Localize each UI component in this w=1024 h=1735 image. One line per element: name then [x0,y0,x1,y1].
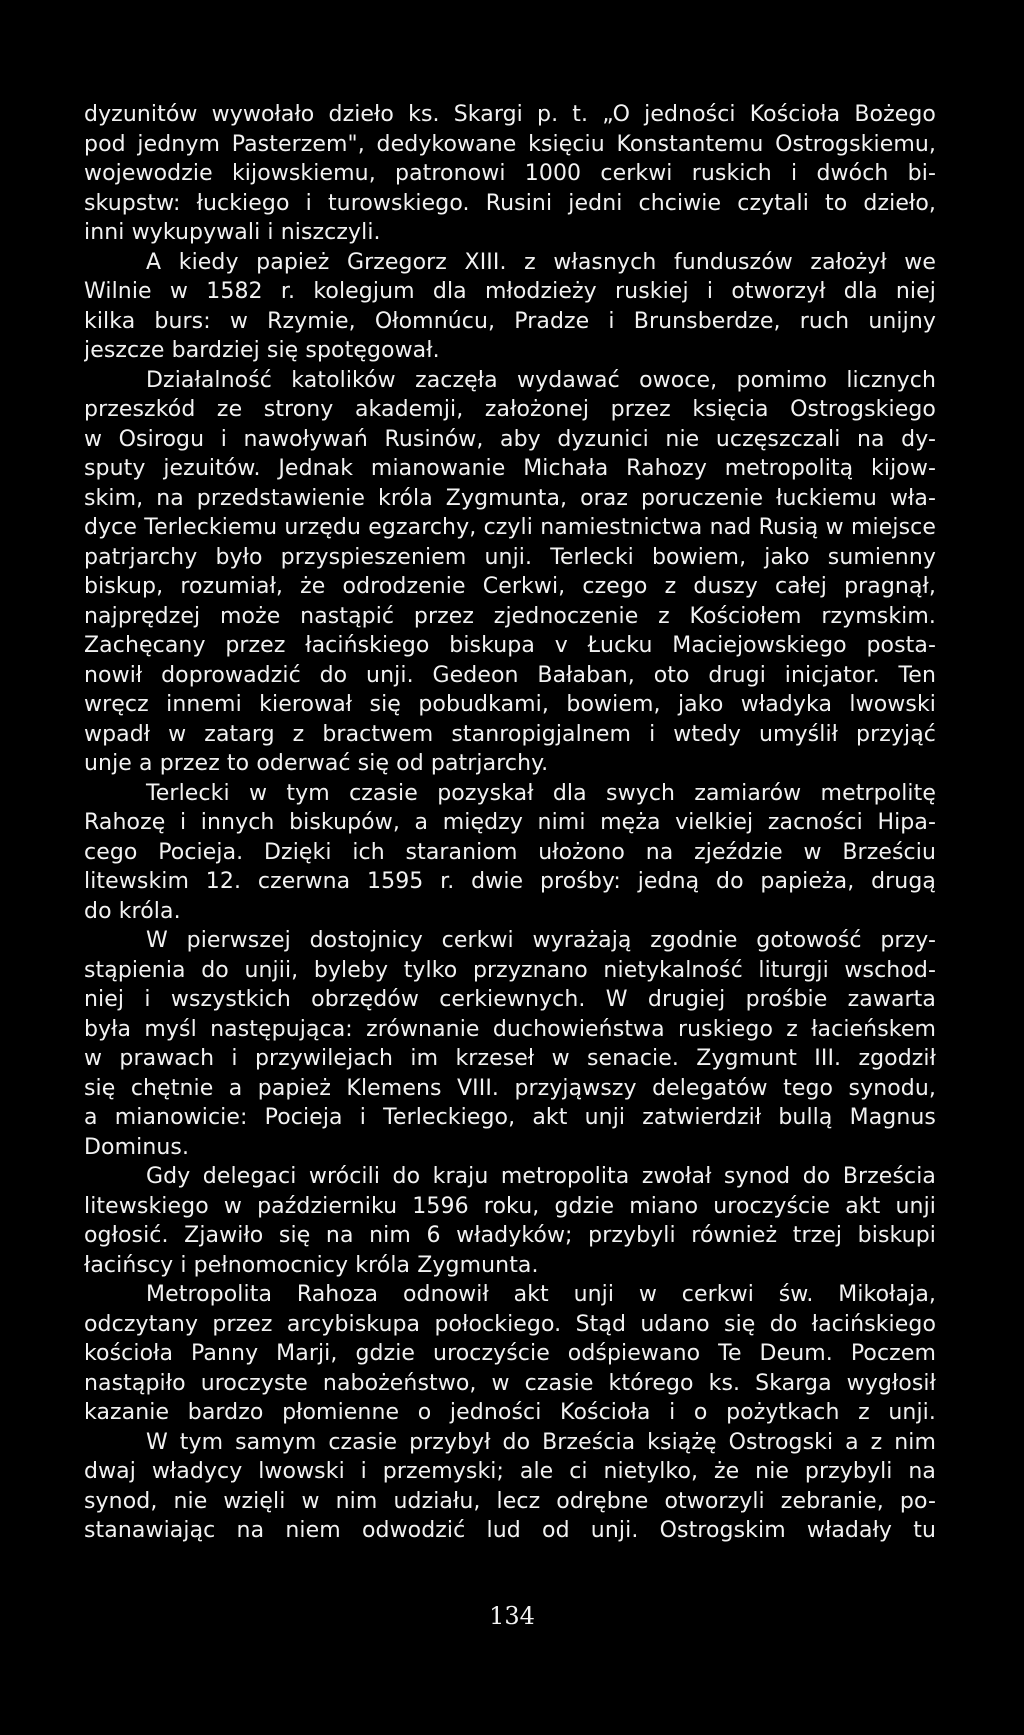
text-line: W tym samym czasie przybył do Brześcia książę Ostrogski a z nim [146,1429,936,1455]
text-line: wojewodzie kijowskiemu, patronowi 1000 cerkwi ruskich i dwóch bi- [84,161,936,186]
text-line: Działalność katolików zaczęła wydawać owoce, pomimo licznych [146,367,936,393]
text-line: kilka burs: w Rzymie, Ołomnúcu, Pradze i Brunsberdze, ruch unijny [84,308,936,334]
text-line: była myśl następująca: zrównanie duchowieństwa ruskiego z łacieńskem [84,1016,936,1042]
text-line: Metropolita Rahoza odnowił akt unji w cerkwi św. Mikołaja, [146,1282,936,1307]
text-line: synod, nie wzięli w nim udziału, lecz odrębne otworzyli zebranie, po- [84,1488,936,1514]
text-line: w Osirogu i nawoływań Rusinów, aby dyzunici nie uczęszczali na dy- [84,426,936,452]
text-line: dwaj władycy lwowski i przemyski; ale ci nietylko, że nie przybyli na [84,1459,936,1484]
text-line: wręcz innemi kierował się pobudkami, bowiem, jako władyka lwowski [84,692,936,717]
text-line: wpadł w zatarg z bractwem stanropigjalnem i wtedy umyślił przyjąć [84,721,936,747]
text-line: Terlecki w tym czasie pozyskał dla swych zamiarów metrpolitę [146,780,936,806]
text-line: odczytany przez arcybiskupa połockiego. Stąd udano się do łacińskiego [84,1311,936,1337]
text-line: Zachęcany przez łacińskiego biskupa v Łucku Maciejowskiego posta- [84,633,936,658]
text-line: najprędzej może nastąpić przez zjednoczenie z Kościołem rzymskim. [84,603,936,629]
text-line: Dominus. [84,1134,190,1160]
text-line: litewskim 12. czerwna 1595 r. dwie prośby: jedną do papieża, drugą [84,869,936,894]
text-line: jeszcze bardziej się spotęgował. [84,338,440,363]
text-line: Wilnie w 1582 r. kolegjum dla młodzieży ruskiej i otworzył dla niej [84,279,936,304]
text-line: cego Pocieja. Dzięki ich staraniom ułożono na zjeździe w Brześciu [84,839,936,865]
page-number: 134 [489,1602,535,1630]
text-line: A kiedy papież Grzegorz XIII. z własnych funduszów założył we [146,249,936,275]
text-line: ogłosić. Zjawiło się na nim 6 władyków; przybyli również trzej biskupi [84,1223,936,1248]
text-line: inni wykupywali i niszczyli. [84,220,381,245]
text-line: do króla. [84,898,181,924]
text-line: skupstw: łuckiego i turowskiego. Rusini jedni chciwie czytali to dzieło, [84,190,936,216]
text-line: dyce Terleckiemu urzędu egzarchy, czyli namiestnictwa nad Rusią w miejsce [84,515,936,540]
text-line: nowił doprowadzić do unji. Gedeon Bałaban, oto drugi inicjator. Ten [84,662,936,688]
text-line: stanawiając na niem odwodzić lud od unji. Ostrogskim władały tu [84,1518,936,1543]
text-line: pod jednym Pasterzem", dedykowane księciu Konstantemu Ostrogskiemu, [84,131,936,157]
text-line: łacińscy i pełnomocnicy króla Zygmunta. [84,1252,539,1278]
text-line: przeszkód ze strony akademji, założonej przez księcia Ostrogskiego [84,397,936,422]
text-line: litewskiego w październiku 1596 roku, gdzie miano uroczyście akt unji [84,1193,936,1219]
text-line: stąpienia do unjii, byleby tylko przyznano nietykalność liturgji wschod- [84,957,936,983]
text-line: Gdy delegaci wrócili do kraju metropolita zwołał synod do Brześcia [146,1164,936,1189]
text-line: sputy jezuitów. Jednak mianowanie Michała Rahozy metropolitą kijow- [84,456,936,481]
text-line: nastąpiło uroczyste nabożeństwo, w czasie którego ks. Skarga wygłosił [84,1370,936,1396]
text-line: dyzunitów wywołało dzieło ks. Skargi p. t. „O jedności Kościoła Bożego [84,102,936,127]
text-line: kościoła Panny Marji, gdzie uroczyście odśpiewano Te Deum. Poczem [84,1341,936,1366]
text-line: unje a przez to oderwać się od patrjarchy. [84,751,549,776]
text-line: Rahozę i innych biskupów, a między nimi męża vielkiej zacności Hipa- [84,810,936,835]
text-line: się chętnie a papież Klemens VIII. przyjąwszy delegatów tego synodu, [84,1075,936,1101]
text-line: w prawach i przywilejach im krzeseł w senacie. Zygmunt III. zgodził [84,1046,936,1071]
text-line: a mianowicie: Pocieja i Terleckiego, akt unji zatwierdził bullą Magnus [84,1105,936,1130]
text-line: niej i wszystkich obrzędów cerkiewnych. W drugiej prośbie zawarta [84,987,936,1012]
text-line: kazanie bardzo płomienne o jedności Kościoła i o pożytkach z unji. [84,1400,936,1425]
text-line: W pierwszej dostojnicy cerkwi wyrażają zgodnie gotowość przy- [146,928,936,953]
text-line: patrjarchy było przyspieszeniem unji. Terlecki bowiem, jako sumienny [84,544,936,570]
body-text [84,100,936,1546]
text-line: skim, na przedstawienie króla Zygmunta, oraz poruczenie łuckiemu wła- [84,485,936,511]
text-line: biskup, rozumiał, że odrodzenie Cerkwi, czego z duszy całej pragnął, [84,574,936,599]
